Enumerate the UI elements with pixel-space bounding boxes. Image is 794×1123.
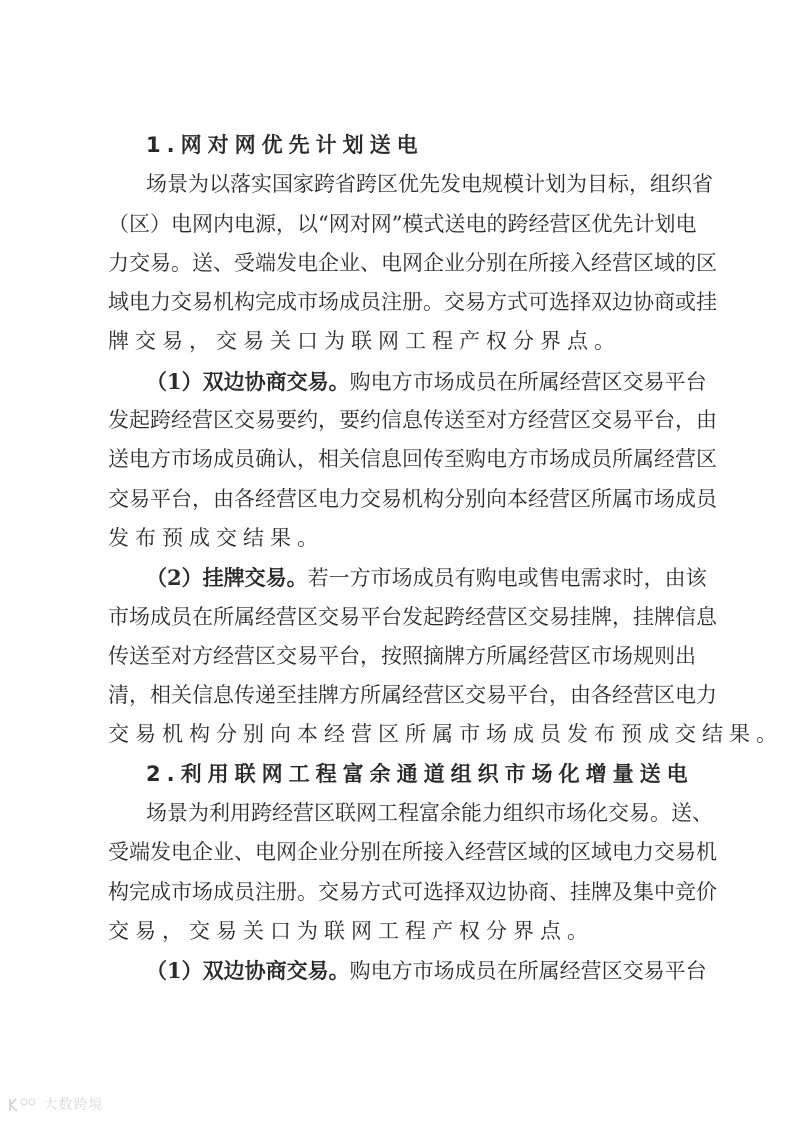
line-text: 发起跨经营区交易要约，要约信息传送至对方经营区交易平台，由	[108, 408, 717, 433]
text-line	[108, 558, 707, 597]
line-text: 场景为以落实国家跨省跨区优先发电规模计划为目标，组织省	[146, 172, 713, 197]
line-text: 发布预成交结果。	[108, 525, 324, 550]
line-text: 清，相关信息传递至挂牌方所属经营区交易平台，由各经营区电力	[108, 683, 717, 708]
text-line	[108, 951, 707, 990]
line-text: 构完成市场成员注册。交易方式可选择双边协商、挂牌及集中竞价	[108, 879, 717, 904]
text-line	[108, 440, 717, 479]
line-text: 交易，交易关口为联网工程产权分界点。	[108, 918, 594, 943]
subsection-lead: （2）挂牌交易。	[146, 565, 308, 591]
text-line	[108, 283, 717, 322]
text-line	[108, 676, 717, 715]
text-line	[108, 205, 697, 244]
section-heading	[108, 126, 688, 165]
text-line	[108, 873, 717, 912]
text-line	[108, 833, 717, 872]
text-line	[108, 480, 717, 519]
line-text: 场景为利用跨经营区联网工程富余能力组织市场化交易。送、	[146, 801, 713, 826]
line-text: 交易平台，由各经营区电力交易机构分别向本经营区所属市场成员	[108, 486, 717, 511]
text-line	[108, 715, 783, 754]
line-text: 市场成员在所属经营区交易平台发起跨经营区交易挂牌，挂牌信息	[108, 604, 717, 629]
text-line	[108, 598, 717, 637]
text-line	[108, 794, 713, 833]
line-text: 1.网对网优先计划送电	[146, 133, 424, 157]
line-text: 若一方市场成员有购电或售电需求时，由该	[307, 566, 707, 591]
line-text: 购电方市场成员在所属经营区交易平台	[349, 959, 707, 984]
text-line	[108, 519, 688, 558]
text-line	[108, 165, 713, 204]
line-text: （区）电网内电源，以“网对网”模式送电的跨经营区优先计划电	[108, 211, 697, 236]
subsection-lead: （1）双边协商交易。	[146, 368, 350, 394]
line-text: 牌交易，交易关口为联网工程产权分界点。	[108, 329, 621, 354]
line-text: 2.利用联网工程富余通道组织市场化增量送电	[146, 761, 694, 786]
line-text: 受端发电企业、电网企业分别在所接入经营区域的区域电力交易机	[108, 840, 717, 865]
text-line	[108, 322, 688, 361]
line-text: 域电力交易机构完成市场成员注册。交易方式可选择双边协商或挂	[108, 290, 717, 315]
line-text: 送电方市场成员确认，相关信息回传至购电方市场成员所属经营区	[108, 447, 717, 472]
line-text: 购电方市场成员在所属经营区交易平台	[349, 369, 707, 394]
line-text: 力交易。送、受端发电企业、电网企业分别在所接入经营区域的区	[108, 250, 717, 275]
section-heading	[108, 755, 694, 794]
text-line	[108, 401, 717, 440]
text-line	[108, 362, 707, 401]
text-line	[108, 637, 696, 676]
line-text: 交易机构分别向本经营区所属市场成员发布预成交结果。	[108, 722, 783, 747]
text-line	[108, 912, 688, 951]
watermark-text: 大数跨境	[43, 1097, 104, 1113]
line-text: 传送至对方经营区交易平台，按照摘牌方所属经营区市场规则出	[108, 643, 696, 668]
text-line	[108, 244, 717, 283]
watermark-logo-icon	[8, 1097, 38, 1113]
subsection-lead: （1）双边协商交易。	[146, 958, 350, 984]
document-body	[108, 126, 783, 991]
watermark	[8, 1094, 103, 1114]
